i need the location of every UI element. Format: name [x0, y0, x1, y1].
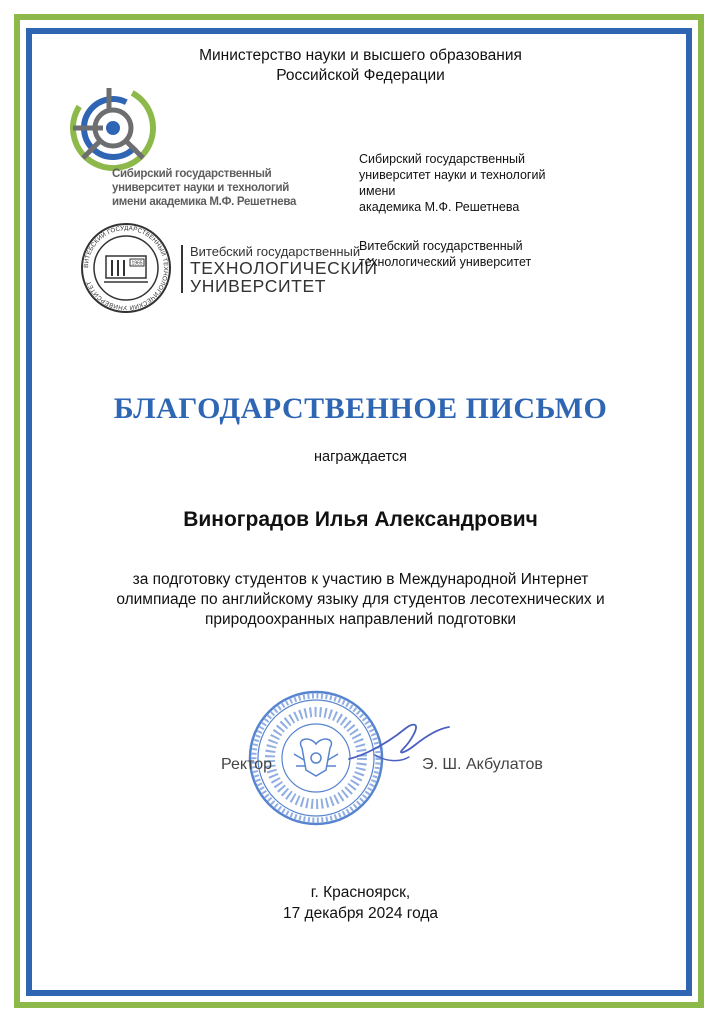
rector-title: Ректор [221, 756, 272, 773]
date-line: 17 декабря 2024 года [282, 905, 439, 922]
reshetnev-logo-text [112, 167, 296, 209]
place-and-date [0, 882, 721, 924]
institution-2-line-2: технологический университет [359, 255, 532, 269]
vitebsk-logo-line-2: ТЕХНОЛОГИЧЕСКИЙ [190, 258, 378, 278]
vitebsk-logo-divider [181, 245, 183, 293]
institution-1-line-1: Сибирский государственный [359, 152, 525, 166]
vitebsk-seal-icon [82, 224, 170, 312]
rector-name: Э. Ш. Акбулатов [422, 756, 543, 773]
institution-2-line-1: Витебский государственный [359, 239, 523, 253]
vitebsk-logo-wordmark [190, 259, 378, 295]
awarded-caption: награждается [314, 449, 407, 465]
reason-line-3: природоохранных направлений подготовки [204, 611, 517, 628]
reshetnev-logo-line-3: имени академика М.Ф. Решетнева [112, 196, 297, 208]
reason-line-1: за подготовку студентов к участию в Международной Интернет [132, 571, 589, 588]
vitebsk-seal-ring-text: ВИТЕБСКИЙ ГОСУДАРСТВЕННЫЙ ТЕХНОЛОГИЧЕСКИЙ УНИВЕРСИТЕТ [82, 224, 170, 312]
institution-1-line-2: университет науки и технологий имени [359, 168, 546, 198]
institution-2-name [359, 238, 579, 270]
stamp-emblem-icon [294, 739, 338, 776]
ministry-line-2: Российской Федерации [276, 67, 445, 84]
vitebsk-logo-line-1: Витебский государственный [190, 244, 361, 259]
document-title: БЛАГОДАРСТВЕННОЕ ПИСЬМО [113, 392, 608, 425]
institution-1-name [359, 151, 579, 215]
vitebsk-logo-line-3: УНИВЕРСИТЕТ [190, 276, 327, 296]
institution-1-line-3: академика М.Ф. Решетнева [359, 200, 520, 214]
reshetnev-logo-line-2: университет науки и технологий [112, 182, 290, 194]
recipient-name: Виноградов Илья Александрович [183, 508, 538, 531]
city-line: г. Красноярск, [310, 884, 411, 901]
award-reason [0, 570, 721, 630]
reshetnev-logo-line-1: Сибирский государственный [112, 168, 272, 180]
reason-line-2: олимпиаде по английскому языку для студентов лесотехнических и [116, 591, 605, 608]
vitebsk-seal-year: 1965 [131, 260, 143, 267]
ministry-line-1: Министерство науки и высшего образования [199, 47, 522, 64]
